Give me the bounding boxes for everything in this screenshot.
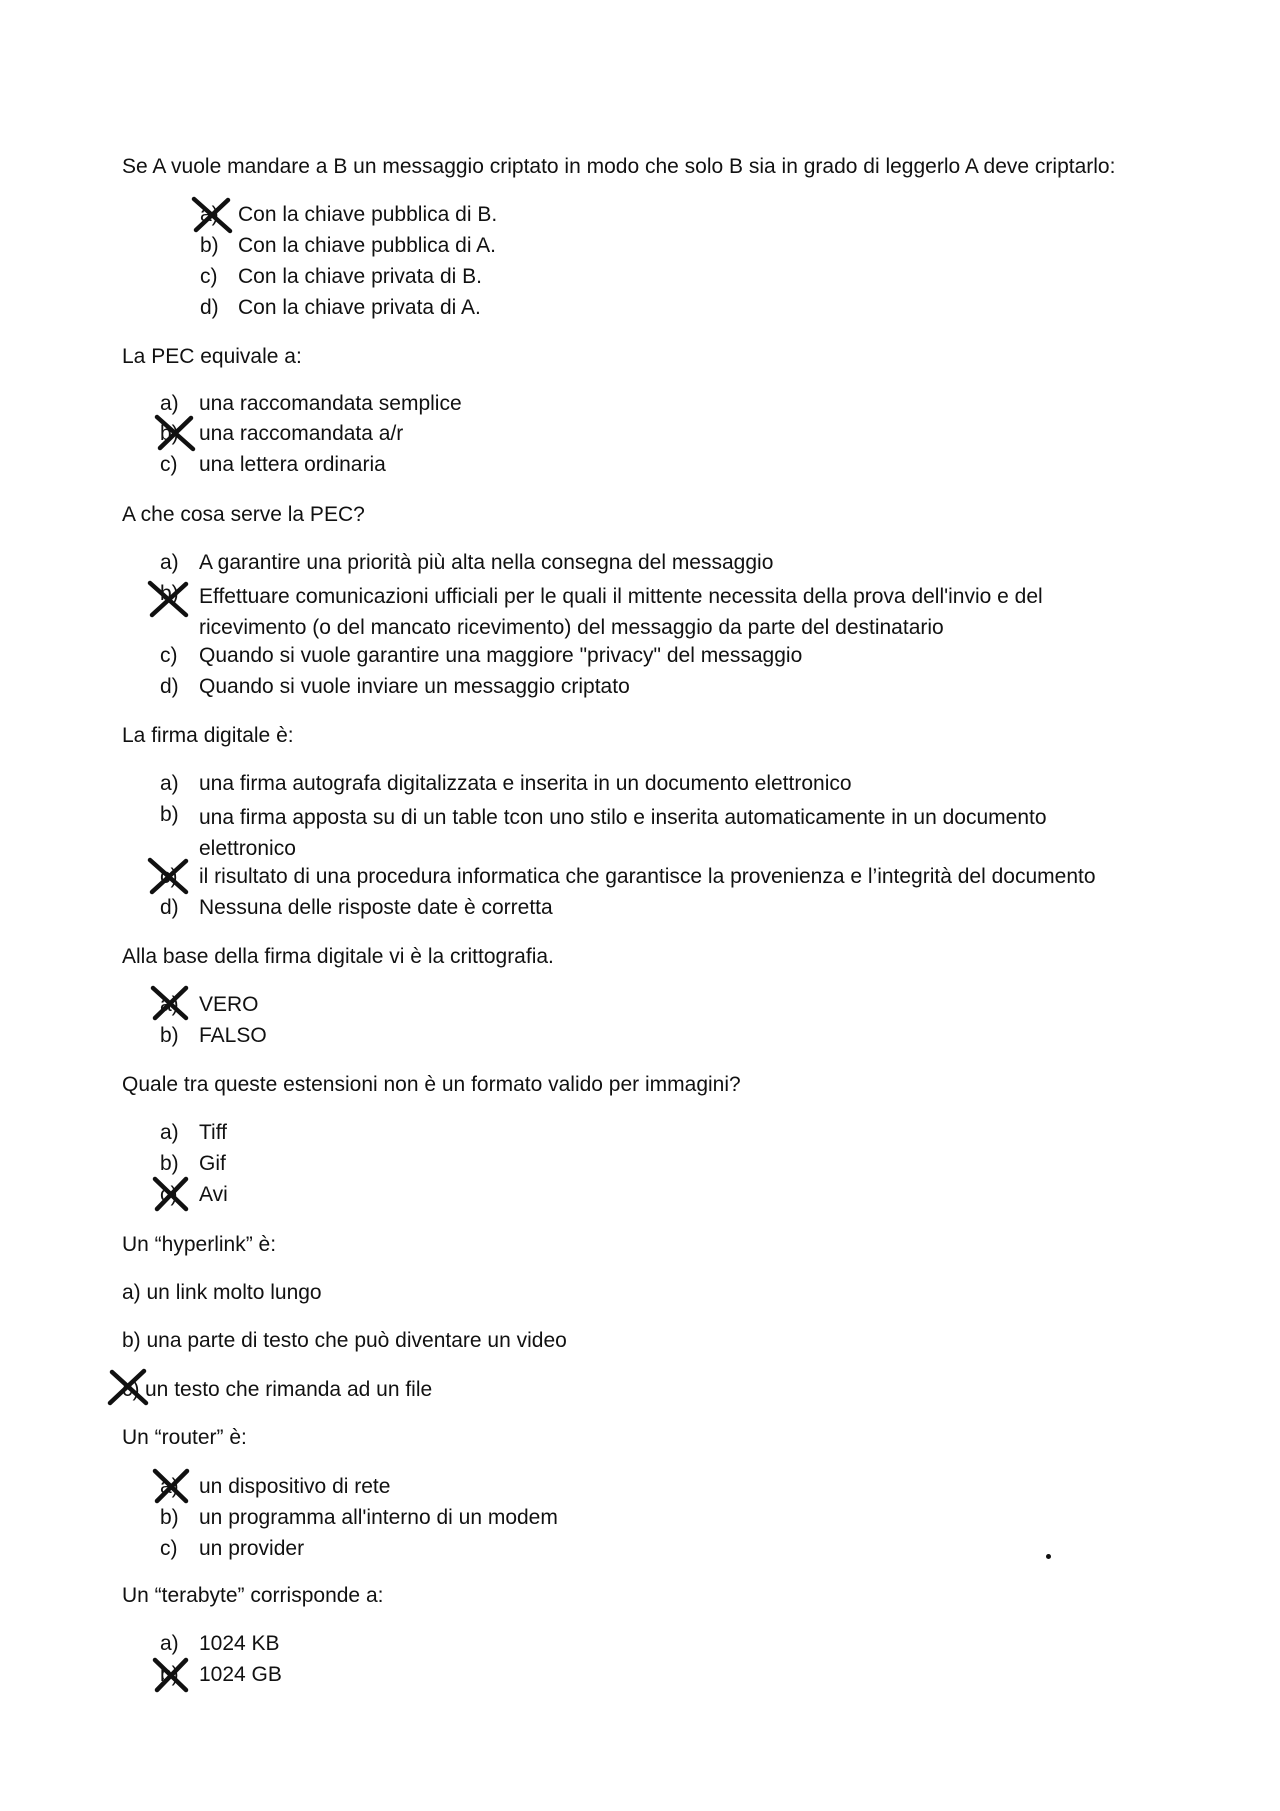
- option-letter: a): [160, 392, 179, 415]
- option-text: Tiff: [199, 1121, 228, 1144]
- option-letter: c): [160, 865, 178, 888]
- answer-x-mark-icon: [150, 1656, 196, 1694]
- option-letter: c): [200, 265, 218, 288]
- option-text: Effettuare comunicazioni ufficiali per le quali il mittente necessita della prova dell'invio e del ricevimento (o del mancato ricevimento) del messaggio da parte del destinatario: [199, 585, 1043, 639]
- question-7: Un “hyperlink” è:: [122, 1233, 277, 1256]
- answer-x-mark-icon: [150, 1175, 196, 1213]
- option-text: il risultato di una procedura informatica che garantisce la provenienza e l’integrità del documento: [199, 865, 1096, 888]
- question-8: Un “router” è:: [122, 1426, 247, 1449]
- option-letter: d): [160, 675, 179, 698]
- question-3: A che cosa serve la PEC?: [122, 503, 365, 526]
- option-letter: c): [160, 1183, 178, 1206]
- answer-x-mark-icon: [146, 857, 192, 895]
- option-text: Quando si vuole garantire una maggiore "privacy" del messaggio: [199, 644, 803, 667]
- option-text: Gif: [199, 1152, 226, 1175]
- question-5: Alla base della firma digitale vi è la crittografia.: [122, 945, 554, 968]
- answer-x-mark-icon: [152, 414, 198, 452]
- question-2: La PEC equivale a:: [122, 345, 302, 368]
- option-text: 1024 KB: [199, 1632, 280, 1655]
- answer-x-mark-icon: [148, 984, 194, 1022]
- answer-x-mark-icon: [190, 196, 236, 234]
- option-text: Con la chiave pubblica di B.: [238, 203, 498, 226]
- option-text: Con la chiave privata di A.: [238, 296, 481, 319]
- option-letter: b): [160, 1152, 179, 1175]
- option-text: Quando si vuole inviare un messaggio criptato: [199, 675, 630, 698]
- option-text: una lettera ordinaria: [199, 453, 386, 476]
- option-text: FALSO: [199, 1024, 267, 1047]
- q7-option-b: b) una parte di testo che può diventare un video: [122, 1329, 567, 1352]
- option-letter: a): [160, 993, 179, 1016]
- option-text: Con la chiave privata di B.: [238, 265, 482, 288]
- option-text: A garantire una priorità più alta nella consegna del messaggio: [199, 551, 774, 574]
- option-letter: c): [160, 644, 178, 667]
- option-text: un programma all'interno di un modem: [199, 1506, 558, 1529]
- option-letter: c): [160, 453, 178, 476]
- option-letter: b): [160, 582, 179, 605]
- option-letter: a): [200, 203, 219, 226]
- option-letter: b): [160, 803, 179, 826]
- option-text: Nessuna delle risposte date è corretta: [199, 896, 553, 919]
- option-letter: a): [160, 1475, 179, 1498]
- answer-x-mark-icon: [146, 580, 192, 618]
- question-4: La firma digitale è:: [122, 724, 294, 747]
- option-letter: d): [160, 896, 179, 919]
- question-1: Se A vuole mandare a B un messaggio criptato in modo che solo B sia in grado di leggerlo A deve criptarlo:: [122, 155, 1116, 178]
- option-letter: a): [160, 772, 179, 795]
- option-text: un testo che rimanda ad un file: [145, 1378, 433, 1401]
- option-letter: a): [160, 1632, 179, 1655]
- option-letter: b): [160, 1663, 179, 1686]
- option-text: VERO: [199, 993, 259, 1016]
- option-letter: b): [160, 1506, 179, 1529]
- option-text: un dispositivo di rete: [199, 1475, 391, 1498]
- option-letter: b): [160, 422, 179, 445]
- option-text: una raccomandata a/r: [199, 422, 404, 445]
- question-6: Quale tra queste estensioni non è un formato valido per immagini?: [122, 1073, 741, 1096]
- answer-x-mark-icon: [106, 1368, 152, 1406]
- option-letter: b): [200, 234, 219, 257]
- option-letter: b): [160, 1024, 179, 1047]
- option-text: una firma apposta su di un table tcon uno stilo e inserita automaticamente in un documento elettronico: [199, 806, 1047, 860]
- option-letter: a): [160, 1121, 179, 1144]
- option-text: una firma autografa digitalizzata e inserita in un documento elettronico: [199, 772, 852, 795]
- question-9: Un “terabyte” corrisponde a:: [122, 1584, 384, 1607]
- option-text: Con la chiave pubblica di A.: [238, 234, 496, 257]
- option-text: una raccomandata semplice: [199, 392, 462, 415]
- option-text: 1024 GB: [199, 1663, 282, 1686]
- option-letter: d): [200, 296, 219, 319]
- option-letter: c): [122, 1378, 140, 1401]
- q7-option-a: a) un link molto lungo: [122, 1281, 322, 1304]
- option-letter: a): [160, 551, 179, 574]
- option-text: un provider: [199, 1537, 305, 1560]
- stray-dot: [1046, 1554, 1051, 1559]
- option-letter: c): [160, 1537, 178, 1560]
- answer-x-mark-icon: [150, 1467, 196, 1505]
- option-text: Avi: [199, 1183, 228, 1206]
